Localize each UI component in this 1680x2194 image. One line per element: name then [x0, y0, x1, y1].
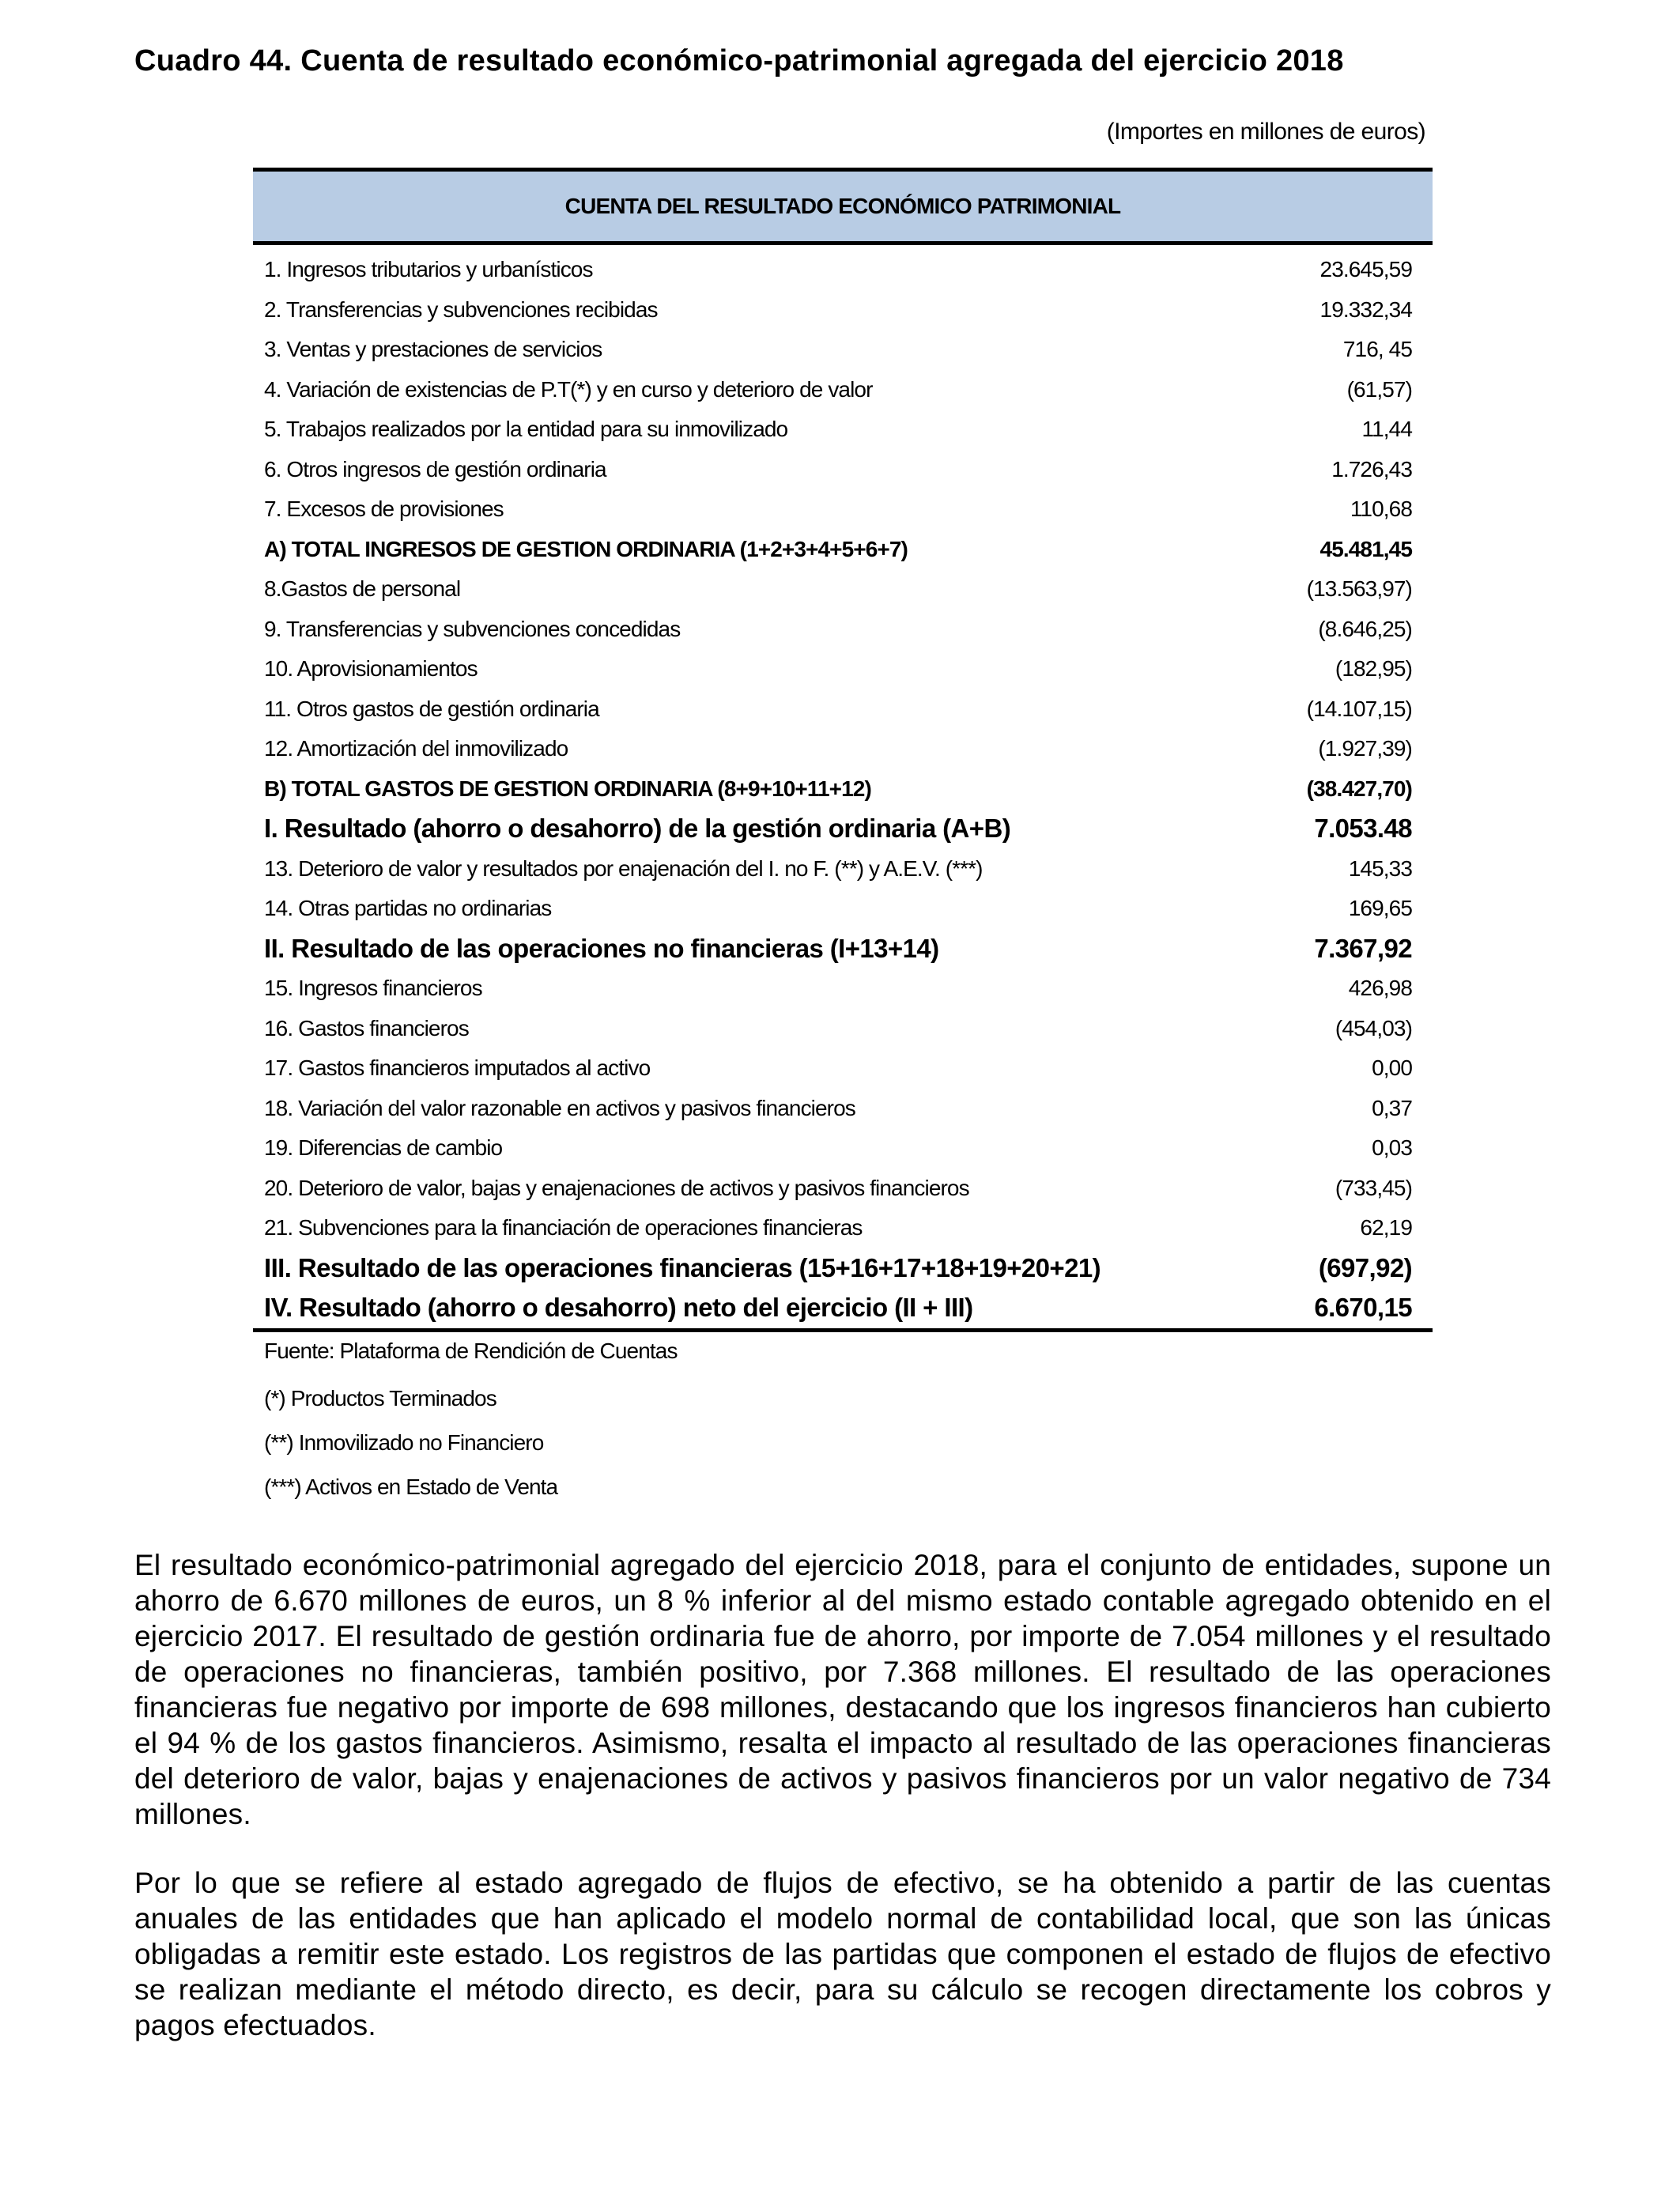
row-label: I. Resultado (ahorro o desahorro) de la gestión ordinaria (A+B)	[264, 814, 1011, 844]
row-amount: 11,44	[1361, 417, 1412, 442]
table-header: CUENTA DEL RESULTADO ECONÓMICO PATRIMONIAL	[253, 168, 1433, 245]
table-row	[253, 1169, 1433, 1209]
table-row	[253, 330, 1433, 370]
table-row	[253, 689, 1433, 730]
table-row	[253, 1288, 1433, 1328]
table-note: (*) Productos Terminados	[264, 1385, 496, 1410]
table-row	[253, 610, 1433, 650]
results-table	[253, 168, 1433, 1509]
table-note: (**) Inmovilizado no Financiero	[264, 1429, 544, 1455]
table-row	[253, 250, 1433, 290]
table-source: Fuente: Plataforma de Rendición de Cuentas	[264, 1338, 678, 1363]
table-row	[253, 1208, 1433, 1248]
table-row	[253, 1009, 1433, 1049]
row-label: 5. Trabajos realizados por la entidad para su inmovilizado	[264, 417, 788, 442]
row-label: 9. Transferencias y subvenciones concedidas	[264, 616, 681, 641]
units-note: (Importes en millones de euros)	[1106, 119, 1425, 145]
row-amount: (13.563,97)	[1306, 576, 1412, 602]
row-amount: 110,68	[1350, 497, 1412, 522]
row-amount: (733,45)	[1335, 1175, 1412, 1200]
row-amount: 62,19	[1360, 1215, 1412, 1240]
row-amount: 7.367,92	[1314, 933, 1412, 963]
table-row	[253, 809, 1433, 849]
row-label: 16. Gastos financieros	[264, 1015, 469, 1040]
row-amount: 145,33	[1348, 855, 1412, 881]
row-amount: 7.053.48	[1314, 814, 1412, 844]
row-label: 12. Amortización del inmovilizado	[264, 736, 568, 761]
table-row	[253, 929, 1433, 969]
table-row	[253, 1089, 1433, 1129]
row-label: 21. Subvenciones para la financiación de operaciones financieras	[264, 1215, 863, 1240]
row-label: A) TOTAL INGRESOS DE GESTION ORDINARIA (1+2+3+4+5+6+7)	[264, 536, 908, 561]
row-amount: 426,98	[1348, 976, 1412, 1001]
row-amount: (8.646,25)	[1318, 616, 1412, 641]
row-amount: 19.332,34	[1319, 296, 1412, 322]
row-amount: 6.670,15	[1314, 1293, 1412, 1323]
table-row	[253, 489, 1433, 530]
table-row	[253, 1048, 1433, 1089]
row-label: 13. Deterioro de valor y resultados por enajenación del I. no F. (**) y A.E.V. (***)	[264, 855, 983, 881]
row-label: 14. Otras partidas no ordinarias	[264, 896, 552, 921]
table-row	[253, 530, 1433, 570]
table-row	[253, 370, 1433, 410]
row-label: 17. Gastos financieros imputados al activo	[264, 1055, 651, 1081]
row-label: III. Resultado de las operaciones financieras (15+16+17+18+19+20+21)	[264, 1252, 1100, 1282]
row-amount: 0,03	[1372, 1135, 1412, 1161]
table-row	[253, 889, 1433, 929]
row-label: 20. Deterioro de valor, bajas y enajenaciones de activos y pasivos financieros	[264, 1175, 969, 1200]
row-label: II. Resultado de las operaciones no financieras (I+13+14)	[264, 933, 939, 963]
table-row	[253, 290, 1433, 330]
row-amount: 23.645,59	[1319, 257, 1412, 282]
row-amount: 0,37	[1372, 1095, 1412, 1120]
row-amount: 169,65	[1348, 896, 1412, 921]
row-label: 10. Aprovisionamientos	[264, 656, 478, 682]
row-label: 4. Variación de existencias de P.T(*) y en curso y deterioro de valor	[264, 376, 873, 402]
row-amount: (1.927,39)	[1318, 736, 1412, 761]
row-label: B) TOTAL GASTOS DE GESTION ORDINARIA (8+9+10+11+12)	[264, 776, 871, 801]
row-amount: (182,95)	[1335, 656, 1412, 682]
row-amount: (14.107,15)	[1306, 696, 1412, 721]
row-label: 15. Ingresos financieros	[264, 976, 482, 1001]
table-row	[253, 1248, 1433, 1289]
table-row	[253, 450, 1433, 490]
row-amount: (38.427,70)	[1306, 776, 1412, 801]
row-label: IV. Resultado (ahorro o desahorro) neto del ejercicio (II + III)	[264, 1293, 973, 1323]
row-amount: 0,00	[1372, 1055, 1412, 1081]
table-row	[253, 649, 1433, 689]
table-footer	[253, 1328, 1433, 1509]
table-row	[253, 969, 1433, 1009]
row-label: 18. Variación del valor razonable en activos y pasivos financieros	[264, 1095, 855, 1120]
table-row	[253, 1128, 1433, 1169]
table-row	[253, 569, 1433, 610]
table-row	[253, 729, 1433, 769]
table-notes	[253, 1376, 1433, 1509]
row-amount: (61,57)	[1346, 376, 1412, 402]
page-title: Cuadro 44. Cuenta de resultado económico-patrimonial agregada del ejercicio 2018	[134, 44, 1344, 77]
body-paragraph: Por lo que se refiere al estado agregado de flujos de efectivo, se ha obtenido a partir de las cuentas anuales de las entidades que han aplicado el modelo normal de contabilidad local, que son las únicas obligadas a remitir este estado. Los registros de las partidas que componen el estado de flujos de efectivo se realizan mediante el método directo, es decir, para su cálculo se recogen directamente los cobros y pagos efectuados.	[134, 1867, 1551, 2041]
row-label: 11. Otros gastos de gestión ordinaria	[264, 696, 599, 721]
table-body	[253, 245, 1433, 1328]
row-amount: 1.726,43	[1331, 456, 1412, 481]
table-note: (***) Activos en Estado de Venta	[264, 1474, 558, 1499]
row-label: 6. Otros ingresos de gestión ordinaria	[264, 456, 606, 481]
row-label: 2. Transferencias y subvenciones recibidas	[264, 296, 658, 322]
row-label: 8.Gastos de personal	[264, 576, 461, 602]
body-paragraph: El resultado económico-patrimonial agregado del ejercicio 2018, para el conjunto de entidades, supone un ahorro de 6.670 millones de euros, un 8 % inferior al del mismo estado contable agregado obtenido en el ejercicio 2017. El resultado de gestión ordinaria fue de ahorro, por importe de 7.054 millones y el resultado de operaciones no financieras, también positivo, por 7.368 millones. El resultado de las operaciones financieras fue negativo por importe de 698 millones, destacando que los ingresos financieros han cubierto el 94 % de los gastos financieros. Asimismo, resalta el impacto al resultado de las operaciones financieras del deterioro de valor, bajas y enajenaciones de activos y pasivos financieros por un valor negativo de 734 millones.	[134, 1549, 1551, 1830]
table-row	[253, 769, 1433, 810]
row-label: 3. Ventas y prestaciones de servicios	[264, 337, 602, 362]
table-row	[253, 410, 1433, 450]
row-label: 19. Diferencias de cambio	[264, 1135, 503, 1161]
row-amount: (697,92)	[1318, 1252, 1412, 1282]
table-row	[253, 849, 1433, 889]
row-amount: 45.481,45	[1319, 536, 1412, 561]
row-label: 7. Excesos de provisiones	[264, 497, 504, 522]
row-label: 1. Ingresos tributarios y urbanísticos	[264, 257, 593, 282]
row-amount: (454,03)	[1335, 1015, 1412, 1040]
row-amount: 716, 45	[1342, 337, 1412, 362]
